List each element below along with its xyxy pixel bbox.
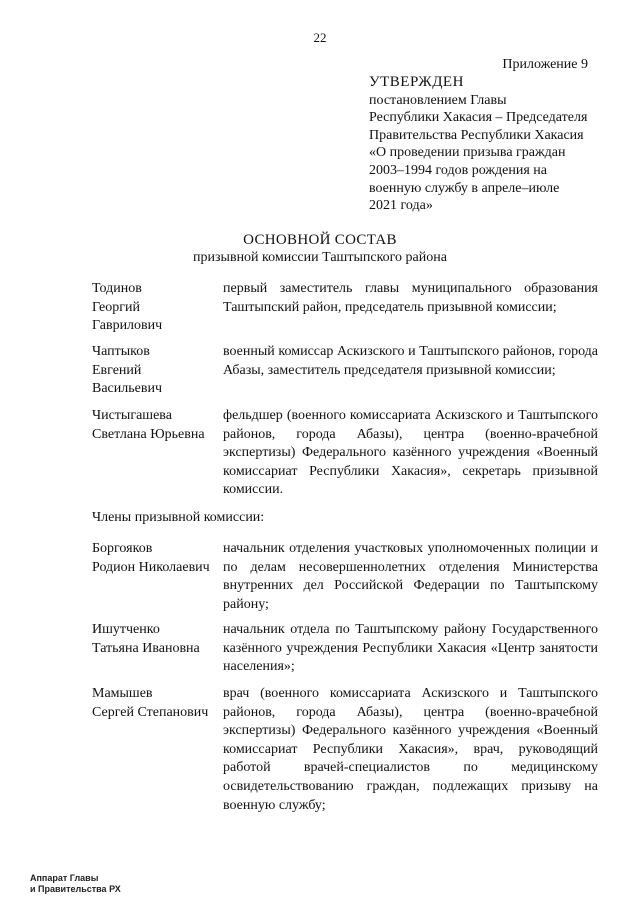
approval-block [369,74,599,215]
member-role: фельдшер (военного комиссариата Аскизского и Таштыпского районов, города Абазы), центра (военно-врачебной экспертизы) Федерального казённого учреждения «Военный комиссариат Республики Хакасия», секретарь призывной комиссии. [223,408,598,498]
member-name-line: Сергей Степанович [92,704,209,720]
approval-line: военную службу в апреле–июле [369,180,560,196]
document-title: ОСНОВНОЙ СОСТАВ [243,232,397,248]
member-name-line: Ишутченко [92,622,160,637]
approval-line: 2021 года» [369,198,433,214]
approval-heading: УТВЕРЖДЕН [369,74,464,90]
stamp-line: и Правительства РХ [30,884,121,894]
member-name [92,343,222,399]
member-name-line: Тодинов [92,281,142,296]
member-name-line: Родион Николаевич [92,559,210,575]
member-name-line: Чаптыков [92,344,150,359]
appendix-label: Приложение 9 [502,57,588,72]
members-heading: Члены призывной комиссии: [92,510,265,525]
document-subtitle: призывной комиссии Таштыпского района [193,250,447,265]
office-stamp [30,873,121,895]
member-role: первый заместитель главы муниципального образования Таштыпский район, председатель призывной комиссии; [223,281,598,315]
approval-line: Правительства Республики Хакасия [369,127,584,143]
member-role: начальник отдела по Таштыпскому району Государственного казённого учреждения Республики Хакасия «Центр занятости населения»; [223,622,598,675]
member-name [92,540,222,577]
member-role: военный комиссар Аскизского и Таштыпского районов, города Абазы, заместитель председателя призывной комиссии; [223,344,598,378]
member-name [92,621,222,658]
page-number: 22 [313,30,327,45]
member-name-line: Гаврилович [92,318,163,334]
member-role: врач (военного комиссариата Аскизского и Таштыпского районов, города Абазы), центра (военно-врачебной экспертизы) Федерального казённого учреждения «Военный комиссариат Республики Хакасия», врач, руководящий работой врачей-специалистов по медицинскому освидетельствованию граждан, подлежащих призыву на военную службу; [223,686,598,813]
member-name-line: Татьяна Ивановна [92,640,200,656]
member-name-line: Боргояков [92,541,153,556]
approval-line: Республики Хакасия – Председателя [369,110,588,126]
approval-line: постановлением Главы [369,92,507,108]
member-name [92,685,222,722]
approval-line: 2003–1994 годов рождения на [369,162,548,178]
approval-line: «О проведении призыва граждан [369,145,566,161]
member-name-line: Светлана Юрьевна [92,426,205,442]
member-name-line: Георгий [92,299,140,315]
member-name-line: Васильевич [92,381,162,397]
member-role: начальник отделения участковых уполномоченных полиции и по делам несовершеннолетних отделения Министерства внутренних дел Российской Федерации по Таштыпскому району; [223,541,598,612]
member-name-line: Мамышев [92,686,153,701]
member-name [92,280,222,336]
member-name-line: Евгений [92,362,142,378]
member-name-line: Чистыгашева [92,408,172,423]
member-name [92,407,222,444]
stamp-line: Аппарат Главы [30,873,99,883]
